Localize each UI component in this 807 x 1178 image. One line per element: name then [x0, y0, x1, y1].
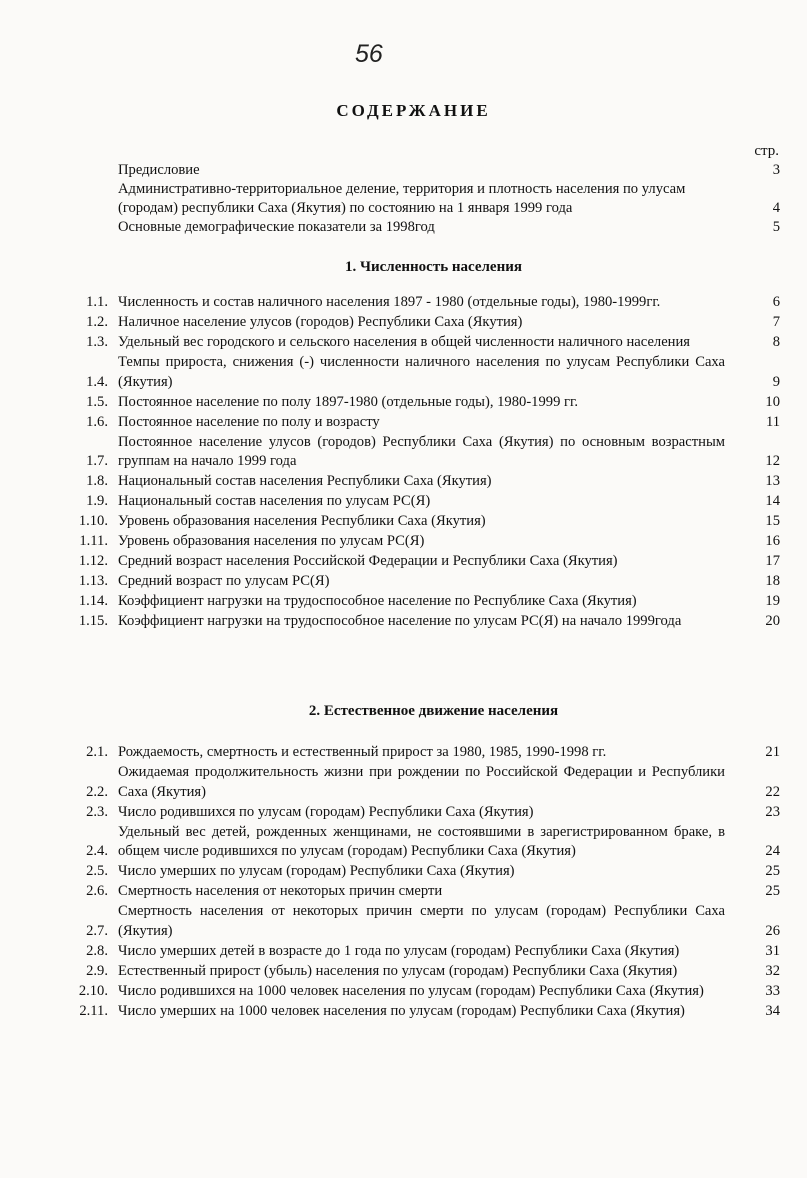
- entry-number: 1.3.: [86, 334, 108, 350]
- entry-number: 2.11.: [79, 1002, 108, 1019]
- entry-page: 22: [765, 783, 780, 800]
- entry-text: Средний возраст по улусам РС(Я): [118, 573, 330, 589]
- entry-text: Ожидаемая продолжительность жизни при рождении по Российской Федерации и Республики Саха (Якутия): [118, 764, 725, 800]
- entry-number: 1.12.: [78, 553, 108, 569]
- entry-text: Средний возраст населения Российской Федерации и Республики Саха (Якутия): [118, 553, 618, 569]
- page-number: 56: [355, 40, 383, 68]
- entry-number: 1.8.: [86, 473, 108, 489]
- toc-entry[interactable]: [55, 763, 780, 802]
- entry-text: Наличное население улусов (городов) Республики Саха (Якутия): [118, 314, 523, 330]
- entry-number: 2.8.: [86, 942, 108, 959]
- section-entries: [55, 293, 780, 632]
- toc-entry[interactable]: [55, 353, 780, 392]
- toc-entry[interactable]: [55, 612, 780, 632]
- page-column-label: стр.: [754, 143, 779, 159]
- entry-text: Постоянное население по полу 1897-1980 (отдельные годы), 1980-1999 гг.: [118, 393, 578, 410]
- toc-entry[interactable]: [55, 413, 780, 433]
- entry-page: 14: [765, 493, 780, 509]
- entry-page: 15: [765, 513, 780, 529]
- entry-text: Национальный состав населения по улусам РС(Я): [118, 493, 431, 509]
- entry-page: 5: [772, 219, 780, 235]
- entry-text: Постоянное население по полу и возрасту: [118, 413, 380, 430]
- toc-entry[interactable]: [55, 333, 780, 353]
- entry-page: 26: [765, 922, 780, 939]
- entry-text: Численность и состав наличного населения 1897 - 1980 (отдельные годы), 1980-1999гг.: [118, 294, 661, 310]
- entry-text: Естественный прирост (убыль) населения по улусам (городам) Республики Саха (Якутия): [118, 962, 678, 979]
- section-entries: [55, 743, 780, 1022]
- toc-entry[interactable]: [55, 433, 780, 472]
- toc-entry[interactable]: [55, 743, 780, 763]
- toc-entry[interactable]: [118, 161, 780, 180]
- intro-list: [118, 161, 780, 237]
- entry-page: 17: [765, 553, 780, 569]
- toc-entry[interactable]: [55, 862, 780, 882]
- entry-number: 1.4.: [86, 373, 108, 390]
- entry-page: 25: [765, 883, 780, 899]
- entry-text: Число родившихся по улусам (городам) Республики Саха (Якутия): [118, 803, 534, 820]
- entry-number: 1.2.: [86, 314, 108, 330]
- entry-page: 12: [765, 453, 780, 469]
- entry-number: 2.7.: [86, 922, 108, 939]
- entry-page: 34: [765, 1002, 780, 1019]
- entry-number: 1.6.: [86, 413, 108, 430]
- toc-entry[interactable]: [55, 393, 780, 413]
- entry-text: Число родившихся на 1000 человек населения по улусам (городам) Республики Саха (Якутия): [118, 982, 704, 999]
- entry-number: 2.4.: [86, 843, 108, 859]
- entry-text: Национальный состав населения Республики Саха (Якутия): [118, 473, 492, 489]
- entry-page: 7: [772, 314, 780, 330]
- toc-entry[interactable]: [55, 962, 780, 982]
- entry-text: Смертность населения от некоторых причин смерти: [118, 883, 443, 899]
- entry-number: 1.10.: [78, 513, 108, 529]
- entry-text: Предисловие: [118, 162, 200, 178]
- toc-entry[interactable]: [55, 512, 780, 532]
- entry-page: 18: [765, 573, 780, 589]
- entry-text: Удельный вес городского и сельского населения в общей численности наличного населения: [118, 334, 691, 350]
- entry-number: 1.11.: [79, 533, 108, 549]
- toc-entry[interactable]: [55, 823, 780, 862]
- toc-entry[interactable]: [55, 472, 780, 492]
- entry-page: 10: [765, 393, 780, 410]
- page-title: СОДЕРЖАНИЕ: [336, 101, 491, 120]
- entry-text: Число умерших на 1000 человек населения по улусам (городам) Республики Саха (Якутия): [118, 1002, 685, 1019]
- entry-page: 3: [772, 162, 780, 178]
- entry-page: 20: [765, 613, 780, 629]
- toc-entry[interactable]: [55, 902, 780, 941]
- entry-number: 1.7.: [86, 453, 108, 469]
- entry-text: Постоянное население улусов (городов) Республики Саха (Якутия) по основным возрастным группам на начало 1999 года: [118, 433, 725, 469]
- entry-text: Уровень образования населения по улусам РС(Я): [118, 533, 425, 549]
- entry-page: 9: [772, 373, 780, 390]
- entry-page: 31: [765, 942, 780, 959]
- entry-number: 2.2.: [86, 783, 108, 800]
- entry-text: Основные демографические показатели за 1998год: [118, 219, 435, 235]
- entry-number: 1.1.: [86, 294, 108, 310]
- entry-page: 23: [765, 803, 780, 820]
- entry-number: 2.1.: [86, 744, 108, 760]
- entry-text: Смертность населения от некоторых причин смерти по улусам (городам) Республики Саха (Якутия): [118, 903, 725, 939]
- entry-number: 2.5.: [86, 863, 108, 879]
- entry-page: 6: [772, 294, 780, 310]
- entry-page: 33: [765, 982, 780, 999]
- entry-number: 2.3.: [86, 803, 108, 820]
- entry-text: Число умерших детей в возрасте до 1 года по улусам (городам) Республики Саха (Якутия): [118, 942, 680, 959]
- toc-entry[interactable]: [55, 572, 780, 592]
- entry-number: 1.5.: [86, 393, 108, 410]
- entry-number: 2.6.: [86, 883, 108, 899]
- entry-text: Коэффициент нагрузки на трудоспособное население по Республике Саха (Якутия): [118, 593, 637, 609]
- entry-text: Число умерших по улусам (городам) Республики Саха (Якутия): [118, 863, 515, 879]
- entry-number: 1.14.: [78, 593, 108, 609]
- toc-entry[interactable]: [55, 942, 780, 962]
- entry-page: 16: [765, 533, 780, 549]
- entry-page: 8: [772, 334, 780, 350]
- toc-entry[interactable]: [55, 552, 780, 572]
- entry-number: 2.9.: [86, 962, 108, 979]
- entry-number: 1.15.: [78, 613, 108, 629]
- entry-text: Административно-территориальное деление, территория и плотность населения по улусам (городам) республики Саха (Якутия) по состоянию на 1 января 1999 года: [118, 181, 686, 216]
- entry-page: 13: [765, 473, 780, 489]
- entry-page: 19: [765, 593, 780, 609]
- entry-text: Уровень образования населения Республики Саха (Якутия): [118, 513, 486, 529]
- toc-entry[interactable]: [55, 1002, 780, 1022]
- entry-number: 1.9.: [86, 493, 108, 509]
- entry-number: 2.10.: [78, 982, 108, 999]
- entry-number: 1.13.: [78, 573, 108, 589]
- toc-entry[interactable]: [118, 218, 780, 237]
- toc-entry[interactable]: [55, 592, 780, 612]
- entry-page: 11: [765, 413, 780, 430]
- toc-entry[interactable]: [55, 532, 780, 552]
- toc-entry[interactable]: [118, 180, 780, 218]
- entry-text: Темпы прироста, снижения (-) численности наличного населения по улусам Республики Саха (Якутия): [118, 354, 725, 390]
- toc-entry[interactable]: [55, 982, 780, 1002]
- toc-entry[interactable]: [55, 803, 780, 823]
- entry-page: 21: [765, 744, 780, 760]
- toc-entry[interactable]: [55, 293, 780, 313]
- entry-text: Рождаемость, смертность и естественный прирост за 1980, 1985, 1990-1998 гг.: [118, 744, 607, 760]
- entry-page: 25: [765, 863, 780, 879]
- toc-entry[interactable]: [55, 492, 780, 512]
- entry-text: Удельный вес детей, рожденных женщинами, не состоявшими в зарегистрированном браке, в общем числе родившихся по улусам (городам) Республики Саха (Якутия): [118, 823, 725, 859]
- entry-text: Коэффициент нагрузки на трудоспособное население по улусам РС(Я) на начало 1999года: [118, 613, 682, 629]
- entry-page: 32: [765, 962, 780, 979]
- entry-page: 24: [765, 843, 780, 859]
- toc-entry[interactable]: [55, 313, 780, 333]
- entry-page: 4: [772, 200, 780, 216]
- section-title: 2. Естественное движение населения: [308, 703, 559, 719]
- section-title: 1. Численность населения: [345, 259, 522, 275]
- toc-entry[interactable]: [55, 882, 780, 902]
